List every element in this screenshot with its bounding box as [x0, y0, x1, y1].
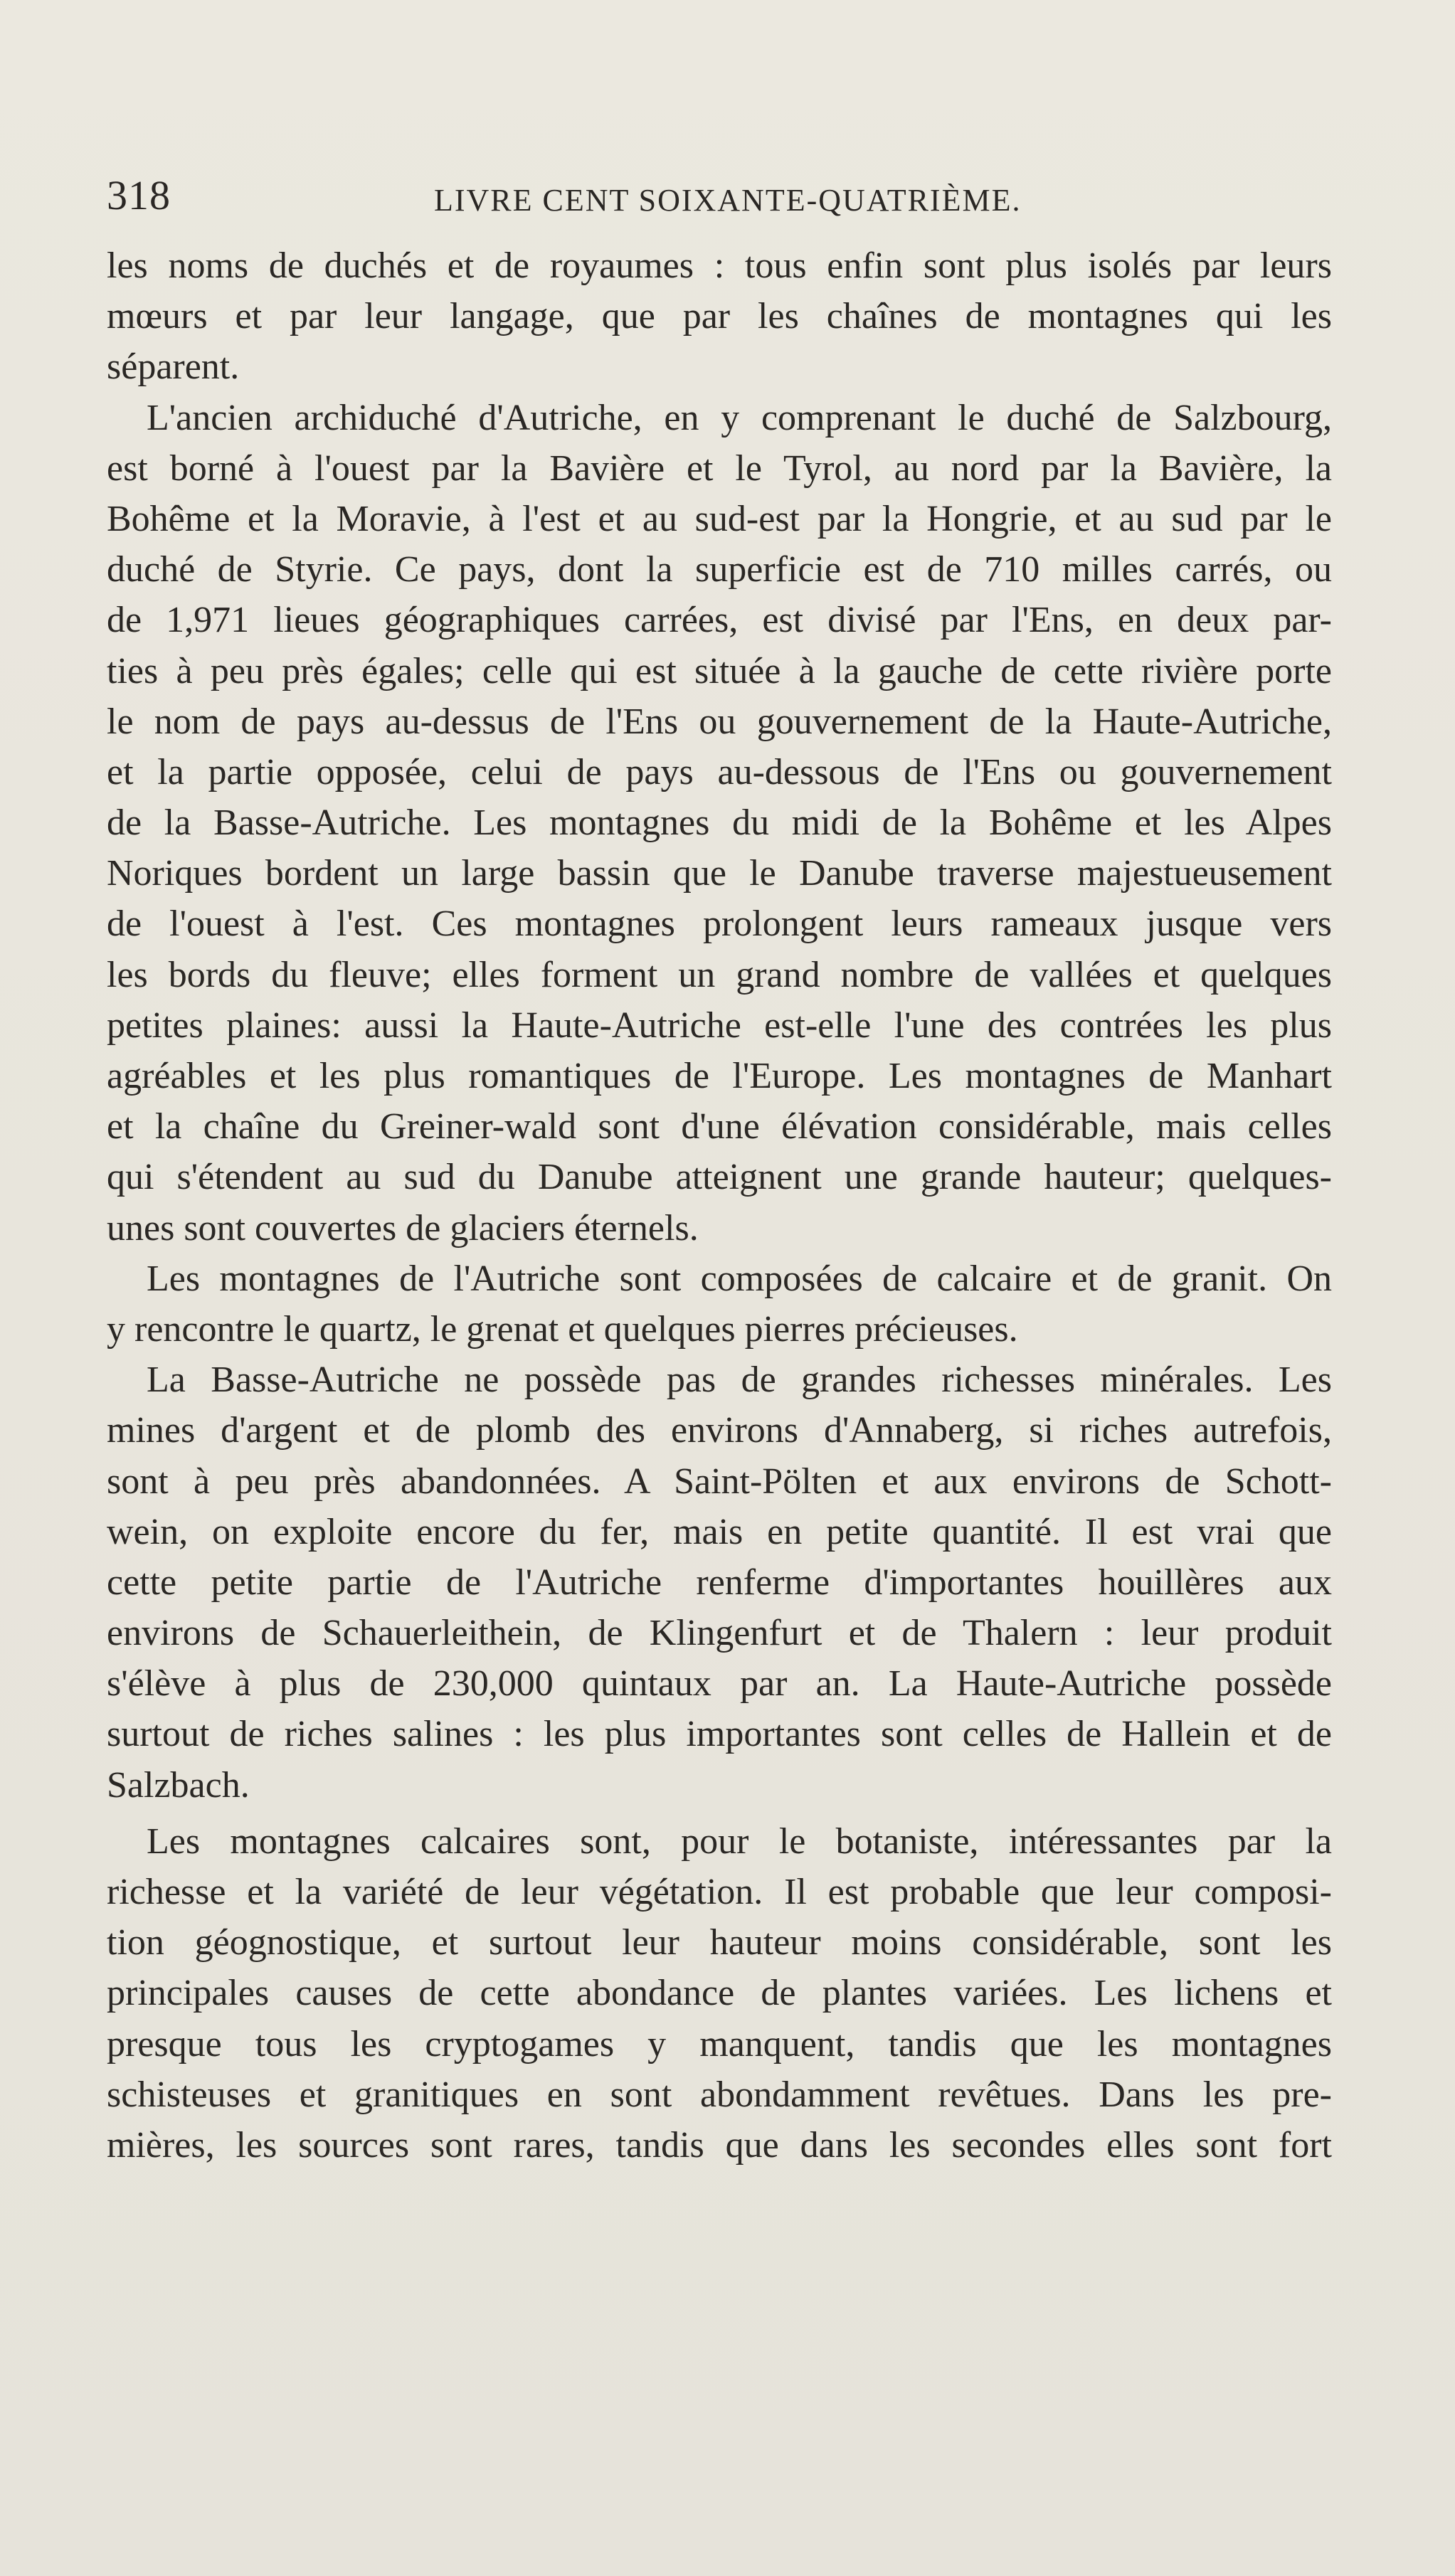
text-line: le nom de pays au-dessus de l'Ens ou gouvernement de la Haute-Autriche,	[107, 701, 1332, 742]
text-line: schisteuses et granitiques en sont abondamment revêtues. Dans les pre-	[107, 2074, 1332, 2115]
text-line: mières, les sources sont rares, tandis que dans les secondes elles sont fort	[107, 2124, 1332, 2166]
text-line: mines d'argent et de plomb des environs d'Annaberg, si riches autrefois,	[107, 1410, 1332, 1451]
text-line: et la chaîne du Greiner-wald sont d'une élévation considérable, mais celles	[107, 1106, 1332, 1147]
page-header	[107, 171, 1330, 221]
text-line: Noriques bordent un large bassin que le Danube traverse majestueusement	[107, 853, 1332, 894]
text-line: surtout de riches salines : les plus importantes sont celles de Hallein et de	[107, 1714, 1332, 1755]
paragraph-start-line: Les montagnes calcaires sont, pour le botaniste, intéressantes par la	[147, 1820, 1332, 1862]
running-head: LIVRE CENT SOIXANTE-QUATRIÈME.	[434, 183, 1022, 218]
paragraph-gap	[107, 1811, 1332, 1816]
text-line: qui s'étendent au sud du Danube atteignent une grande hauteur; quelques-	[107, 1157, 1332, 1198]
text-line: wein, on exploite encore du fer, mais en petite quantité. Il est vrai que	[107, 1511, 1332, 1552]
body-text	[107, 240, 1332, 2170]
text-line: de 1,971 lieues géographiques carrées, est divisé par l'Ens, en deux par-	[107, 600, 1332, 641]
paragraph-start-line: La Basse-Autriche ne possède pas de grandes richesses minérales. Les	[147, 1359, 1332, 1401]
text-line: environs de Schauerleithein, de Klingenfurt et de Thalern : leur produit	[107, 1613, 1332, 1654]
text-line: principales causes de cette abondance de plantes variées. Les lichens et	[107, 1973, 1332, 2014]
text-line: y rencontre le quartz, le grenat et quelques pierres précieuses.	[107, 1308, 1018, 1350]
text-line: agréables et les plus romantiques de l'Europe. Les montagnes de Manhart	[107, 1056, 1332, 1096]
text-line: séparent.	[107, 346, 240, 388]
text-line: de l'ouest à l'est. Ces montagnes prolongent leurs rameaux jusque vers	[107, 903, 1332, 945]
text-line: est borné à l'ouest par la Bavière et le Tyrol, au nord par la Bavière, la	[107, 447, 1332, 489]
text-line: mœurs et par leur langage, que par les chaînes de montagnes qui les	[107, 296, 1332, 337]
text-line: petites plaines: aussi la Haute-Autriche est-elle l'une des contrées les plus	[107, 1005, 1332, 1046]
text-line: ties à peu près égales; celle qui est située à la gauche de cette rivière porte	[107, 650, 1332, 691]
text-line: s'élève à plus de 230,000 quintaux par an. La Haute-Autriche possède	[107, 1663, 1332, 1705]
text-line: sont à peu près abandonnées. A Saint-Pölten et aux environs de Schott-	[107, 1461, 1332, 1502]
text-line: de la Basse-Autriche. Les montagnes du midi de la Bohême et les Alpes	[107, 802, 1332, 844]
text-line: les noms de duchés et de royaumes : tous enfin sont plus isolés par leurs	[107, 245, 1332, 286]
page-number: 318	[107, 172, 171, 218]
text-line: les bords du fleuve; elles forment un grand nombre de vallées et quelques	[107, 954, 1332, 995]
paragraph-start-line: L'ancien archiduché d'Autriche, en y comprenant le duché de Salzbourg,	[147, 397, 1332, 438]
text-line: et la partie opposée, celui de pays au-dessous de l'Ens ou gouvernement	[107, 751, 1332, 793]
text-line: tion géognostique, et surtout leur hauteur moins considérable, sont les	[107, 1922, 1332, 1963]
text-line: Salzbach.	[107, 1764, 250, 1806]
paragraph-start-line: Les montagnes de l'Autriche sont composées de calcaire et de granit. On	[147, 1258, 1332, 1299]
text-line: presque tous les cryptogames y manquent, tandis que les montagnes	[107, 2023, 1332, 2064]
text-line: unes sont couvertes de glaciers éternels.	[107, 1207, 699, 1249]
text-line: Bohême et la Moravie, à l'est et au sud-est par la Hongrie, et au sud par le	[107, 498, 1332, 539]
text-line: duché de Styrie. Ce pays, dont la superficie est de 710 milles carrés, ou	[107, 549, 1332, 590]
text-line: cette petite partie de l'Autriche renferme d'importantes houillères aux	[107, 1562, 1332, 1603]
text-line: richesse et la variété de leur végétation. Il est probable que leur composi-	[107, 1872, 1332, 1912]
